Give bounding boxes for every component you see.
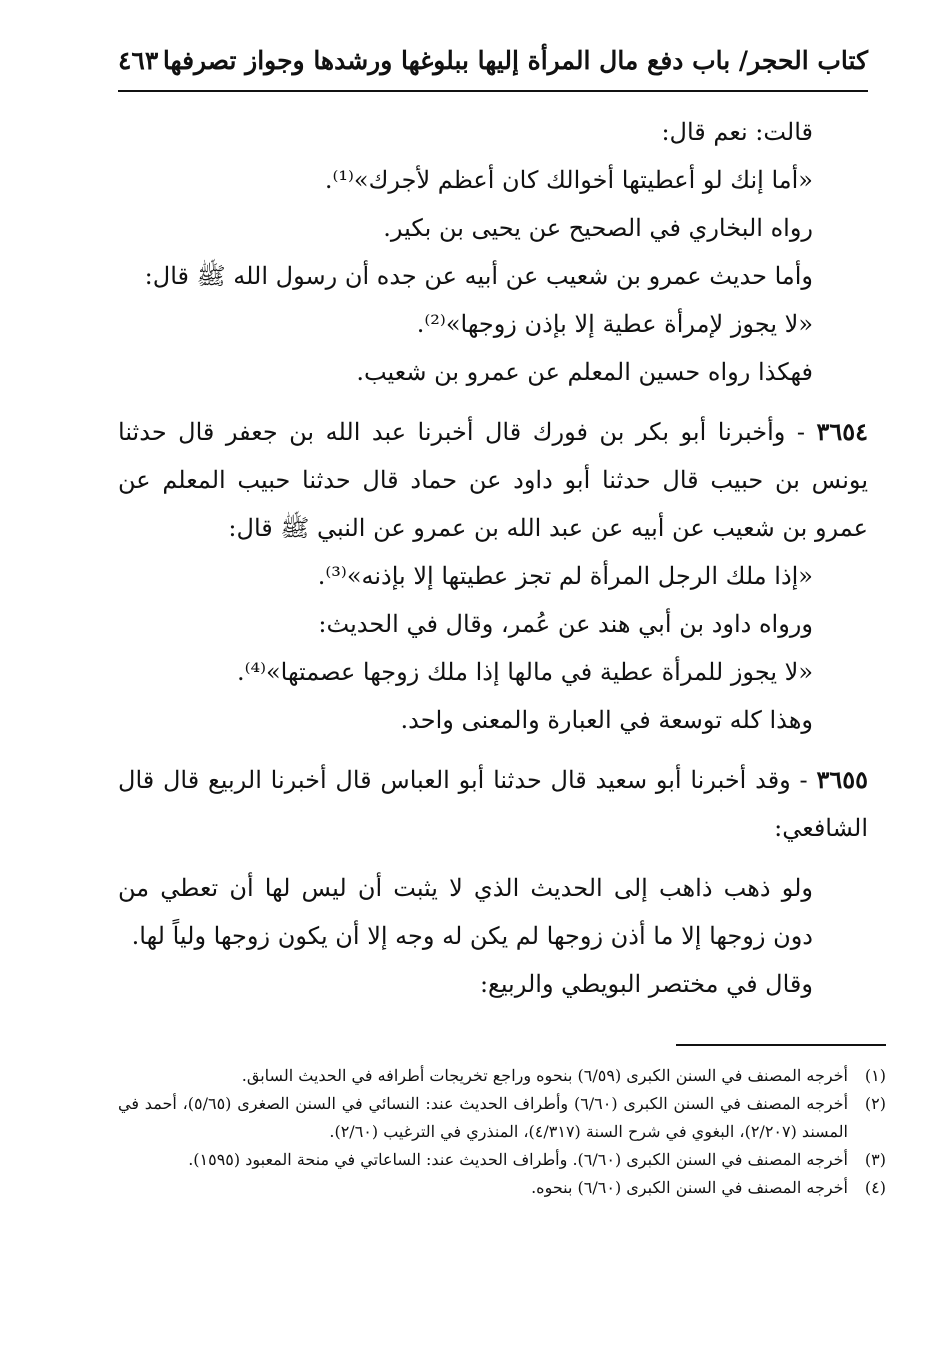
footnote-4 <box>118 1174 886 1202</box>
main-text <box>118 108 868 1008</box>
text-line: ورواه داود بن أبي هند عن عُمر، وقال في الحديث: <box>318 610 813 638</box>
footnote-1 <box>118 1062 886 1090</box>
text-line: رواه البخاري في الصحيح عن يحيى بن بكير. <box>383 214 813 242</box>
footnote-number: (٤) <box>864 1178 886 1197</box>
hadith-entry-3654 <box>118 408 868 552</box>
footnote-number: (٣) <box>864 1150 886 1169</box>
footnotes <box>118 1062 886 1202</box>
text-line: وقال في مختصر البويطي والربيع: <box>479 970 813 998</box>
text-line: قالت: نعم قال: <box>661 118 813 146</box>
text-line: وهذا كله توسعة في العبارة والمعنى واحد. <box>400 706 813 734</box>
footnote-divider <box>676 1044 886 1046</box>
footnote-text: أخرجه المصنف في السنن الكبرى (٦/٥٩) بنحوه وراجع تخريجات أطرافه في الحديث السابق. <box>241 1066 848 1085</box>
footnote-3 <box>118 1146 886 1174</box>
hadith-quote: «أما إنك لو أعطيتها أخوالك كان أعظم لأجرك»⁽¹⁾. <box>324 166 813 194</box>
hadith-quote: «لا يجوز للمرأة عطية في مالها إذا ملك زوجها عصمتها»⁽⁴⁾. <box>236 658 813 686</box>
page-number: ٤٦٣ <box>118 46 159 75</box>
footnote-2 <box>118 1090 886 1146</box>
hadith-quote: «إذا ملك الرجل المرأة لم تجز عطيتها إلا بإذنه»⁽³⁾. <box>317 562 813 590</box>
footnote-text: أخرجه المصنف في السنن الكبرى (٦/٦٠) بنحوه. <box>531 1178 848 1197</box>
text-line: وأما حديث عمرو بن شعيب عن أبيه عن جده أن رسول الله ﷺ قال: <box>144 262 813 290</box>
footnote-text: أخرجه المصنف في السنن الكبرى (٦/٦٠). وأطراف الحديث عند: الساعاتي في منحة المعبود (١٥٩٥). <box>188 1150 848 1169</box>
chapter-title: كتاب الحجر/ باب دفع مال المرأة إليها ببلوغها ورشدها وجواز تصرفها <box>162 46 868 75</box>
footnote-text: أخرجه المصنف في السنن الكبرى (٦/٦٠) وأطراف الحديث عند: النسائي في السنن الصغرى (٥/٦٥)، أحمد في المسند (٢/٢٠٧)، البغوي في شرح السنة (٤/٣١٧)، المنذري في الترغيب (٢/٦٠). <box>118 1094 849 1141</box>
hadith-chain: - وقد أخبرنا أبو سعيد قال حدثنا أبو العباس قال أخبرنا الربيع قال قال الشافعي: <box>118 766 868 842</box>
text-line: فهكذا رواه حسين المعلم عن عمرو بن شعيب. <box>356 358 813 386</box>
paragraph: ولو ذهب ذاهب إلى الحديث الذي لا يثبت أن ليس لها أن تعطي من دون زوجها إلا ما أذن زوجها لم يكن له وجه إلا أن يكون زوجها ولياً لها. <box>118 874 814 950</box>
hadith-chain: - وأخبرنا أبو بكر بن فورك قال أخبرنا عبد الله بن جعفر قال حدثنا يونس بن حبيب قال حدثنا أبو داود عن حماد قال حدثنا حبيب المعلم عن عمرو بن شعيب عن أبيه عن عبد الله بن عمرو عن النبي ﷺ قال: <box>118 418 869 542</box>
footnote-number: (١) <box>864 1066 886 1085</box>
hadith-number: ٣٦٥٤ <box>816 417 868 446</box>
running-header <box>118 40 868 92</box>
hadith-entry-3655 <box>118 756 868 852</box>
footnote-number: (٢) <box>864 1094 886 1113</box>
hadith-number: ٣٦٥٥ <box>816 765 868 794</box>
hadith-quote: «لا يجوز لإمرأة عطية إلا بإذن زوجها»⁽²⁾. <box>416 310 813 338</box>
